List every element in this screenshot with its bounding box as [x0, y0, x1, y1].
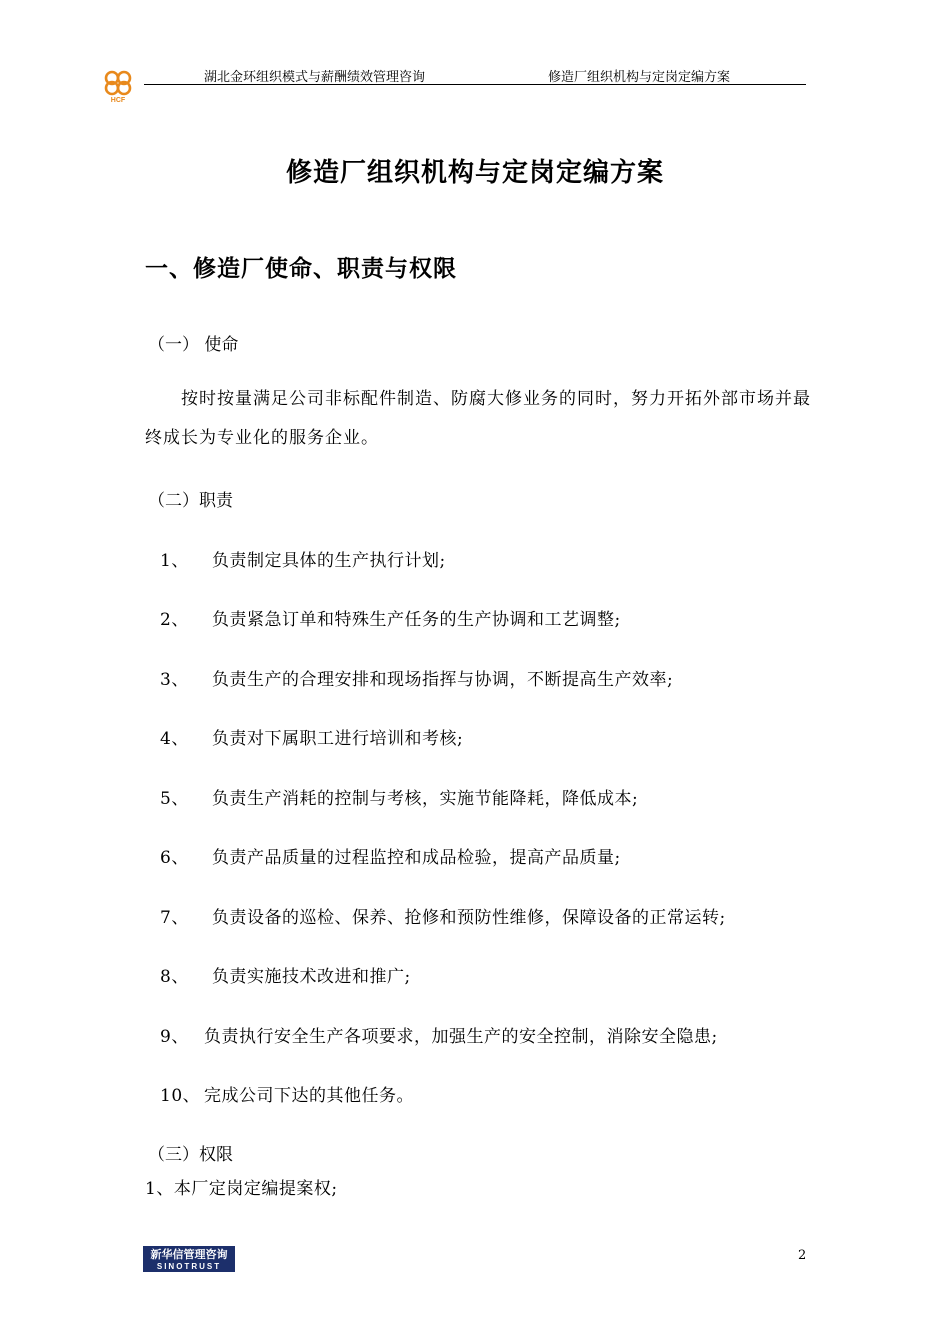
- duty-item: [160, 784, 638, 809]
- duty-item-text: 完成公司下达的其他任务。: [204, 1086, 414, 1106]
- duty-item-text: 负责生产消耗的控制与考核，实施节能降耗，降低成本;: [212, 789, 639, 809]
- authority-item: 1、本厂定岗定编提案权;: [145, 1179, 338, 1199]
- duty-item: [160, 546, 446, 571]
- duty-item: [160, 724, 463, 749]
- duty-item: [160, 962, 411, 987]
- header-right-text: 修造厂组织机构与定岗定编方案: [548, 70, 731, 85]
- duty-item-number: 3、: [160, 670, 189, 690]
- mission-text: 按时按量满足公司非标配件制造、防腐大修业务的同时，努力开拓外部市场并最终成长为专业化的服务企业。: [145, 389, 811, 448]
- header-rule: [144, 84, 806, 85]
- document-title: 修造厂组织机构与定岗定编方案: [285, 158, 664, 188]
- duty-item-text: 负责执行安全生产各项要求，加强生产的安全控制，消除安全隐患;: [204, 1027, 718, 1047]
- duty-item: [160, 903, 726, 928]
- duty-item: [160, 605, 621, 630]
- duty-item-number: 10、: [160, 1086, 201, 1106]
- authority-label: （三）权限: [148, 1145, 233, 1165]
- duty-item-text: 负责制定具体的生产执行计划;: [212, 551, 446, 571]
- duties-label: （二）职责: [148, 491, 233, 511]
- duty-item-number: 5、: [160, 789, 189, 809]
- duty-item-text: 负责生产的合理安排和现场指挥与协调，不断提高生产效率;: [212, 670, 674, 690]
- duty-item: [160, 1022, 718, 1047]
- mission-label: （一） 使命: [148, 335, 239, 355]
- duty-item-text: 负责对下属职工进行培训和考核;: [212, 729, 464, 749]
- duty-item-text: 负责产品质量的过程监控和成品检验，提高产品质量;: [212, 848, 621, 868]
- duty-item: [160, 665, 673, 690]
- header-logo-text: HCF: [110, 97, 126, 104]
- header-logo: [100, 66, 140, 104]
- page-number: 2: [798, 1248, 807, 1263]
- header-left-text: 湖北金环组织模式与薪酬绩效管理咨询: [204, 70, 426, 85]
- duty-item: [160, 1081, 414, 1106]
- duty-item-number: 7、: [160, 908, 189, 928]
- duty-item: [160, 843, 621, 868]
- footer-logo: [143, 1246, 235, 1272]
- duty-item-number: 6、: [160, 848, 189, 868]
- duty-item-number: 8、: [160, 967, 189, 987]
- duty-item-text: 负责紧急订单和特殊生产任务的生产协调和工艺调整;: [212, 610, 621, 630]
- duty-item-text: 负责设备的巡检、保养、抢修和预防性维修，保障设备的正常运转;: [212, 908, 726, 928]
- duty-item-number: 9、: [160, 1027, 189, 1047]
- duty-item-number: 4、: [160, 729, 189, 749]
- duty-item-number: 2、: [160, 610, 189, 630]
- duty-item-text: 负责实施技术改进和推广;: [212, 967, 411, 987]
- footer-logo-cn: 新华信管理咨询: [150, 1248, 228, 1261]
- section-heading: 一、修造厂使命、职责与权限: [145, 255, 457, 282]
- duty-item-number: 1、: [160, 551, 189, 571]
- footer-logo-en: SINOTRUST: [156, 1262, 222, 1271]
